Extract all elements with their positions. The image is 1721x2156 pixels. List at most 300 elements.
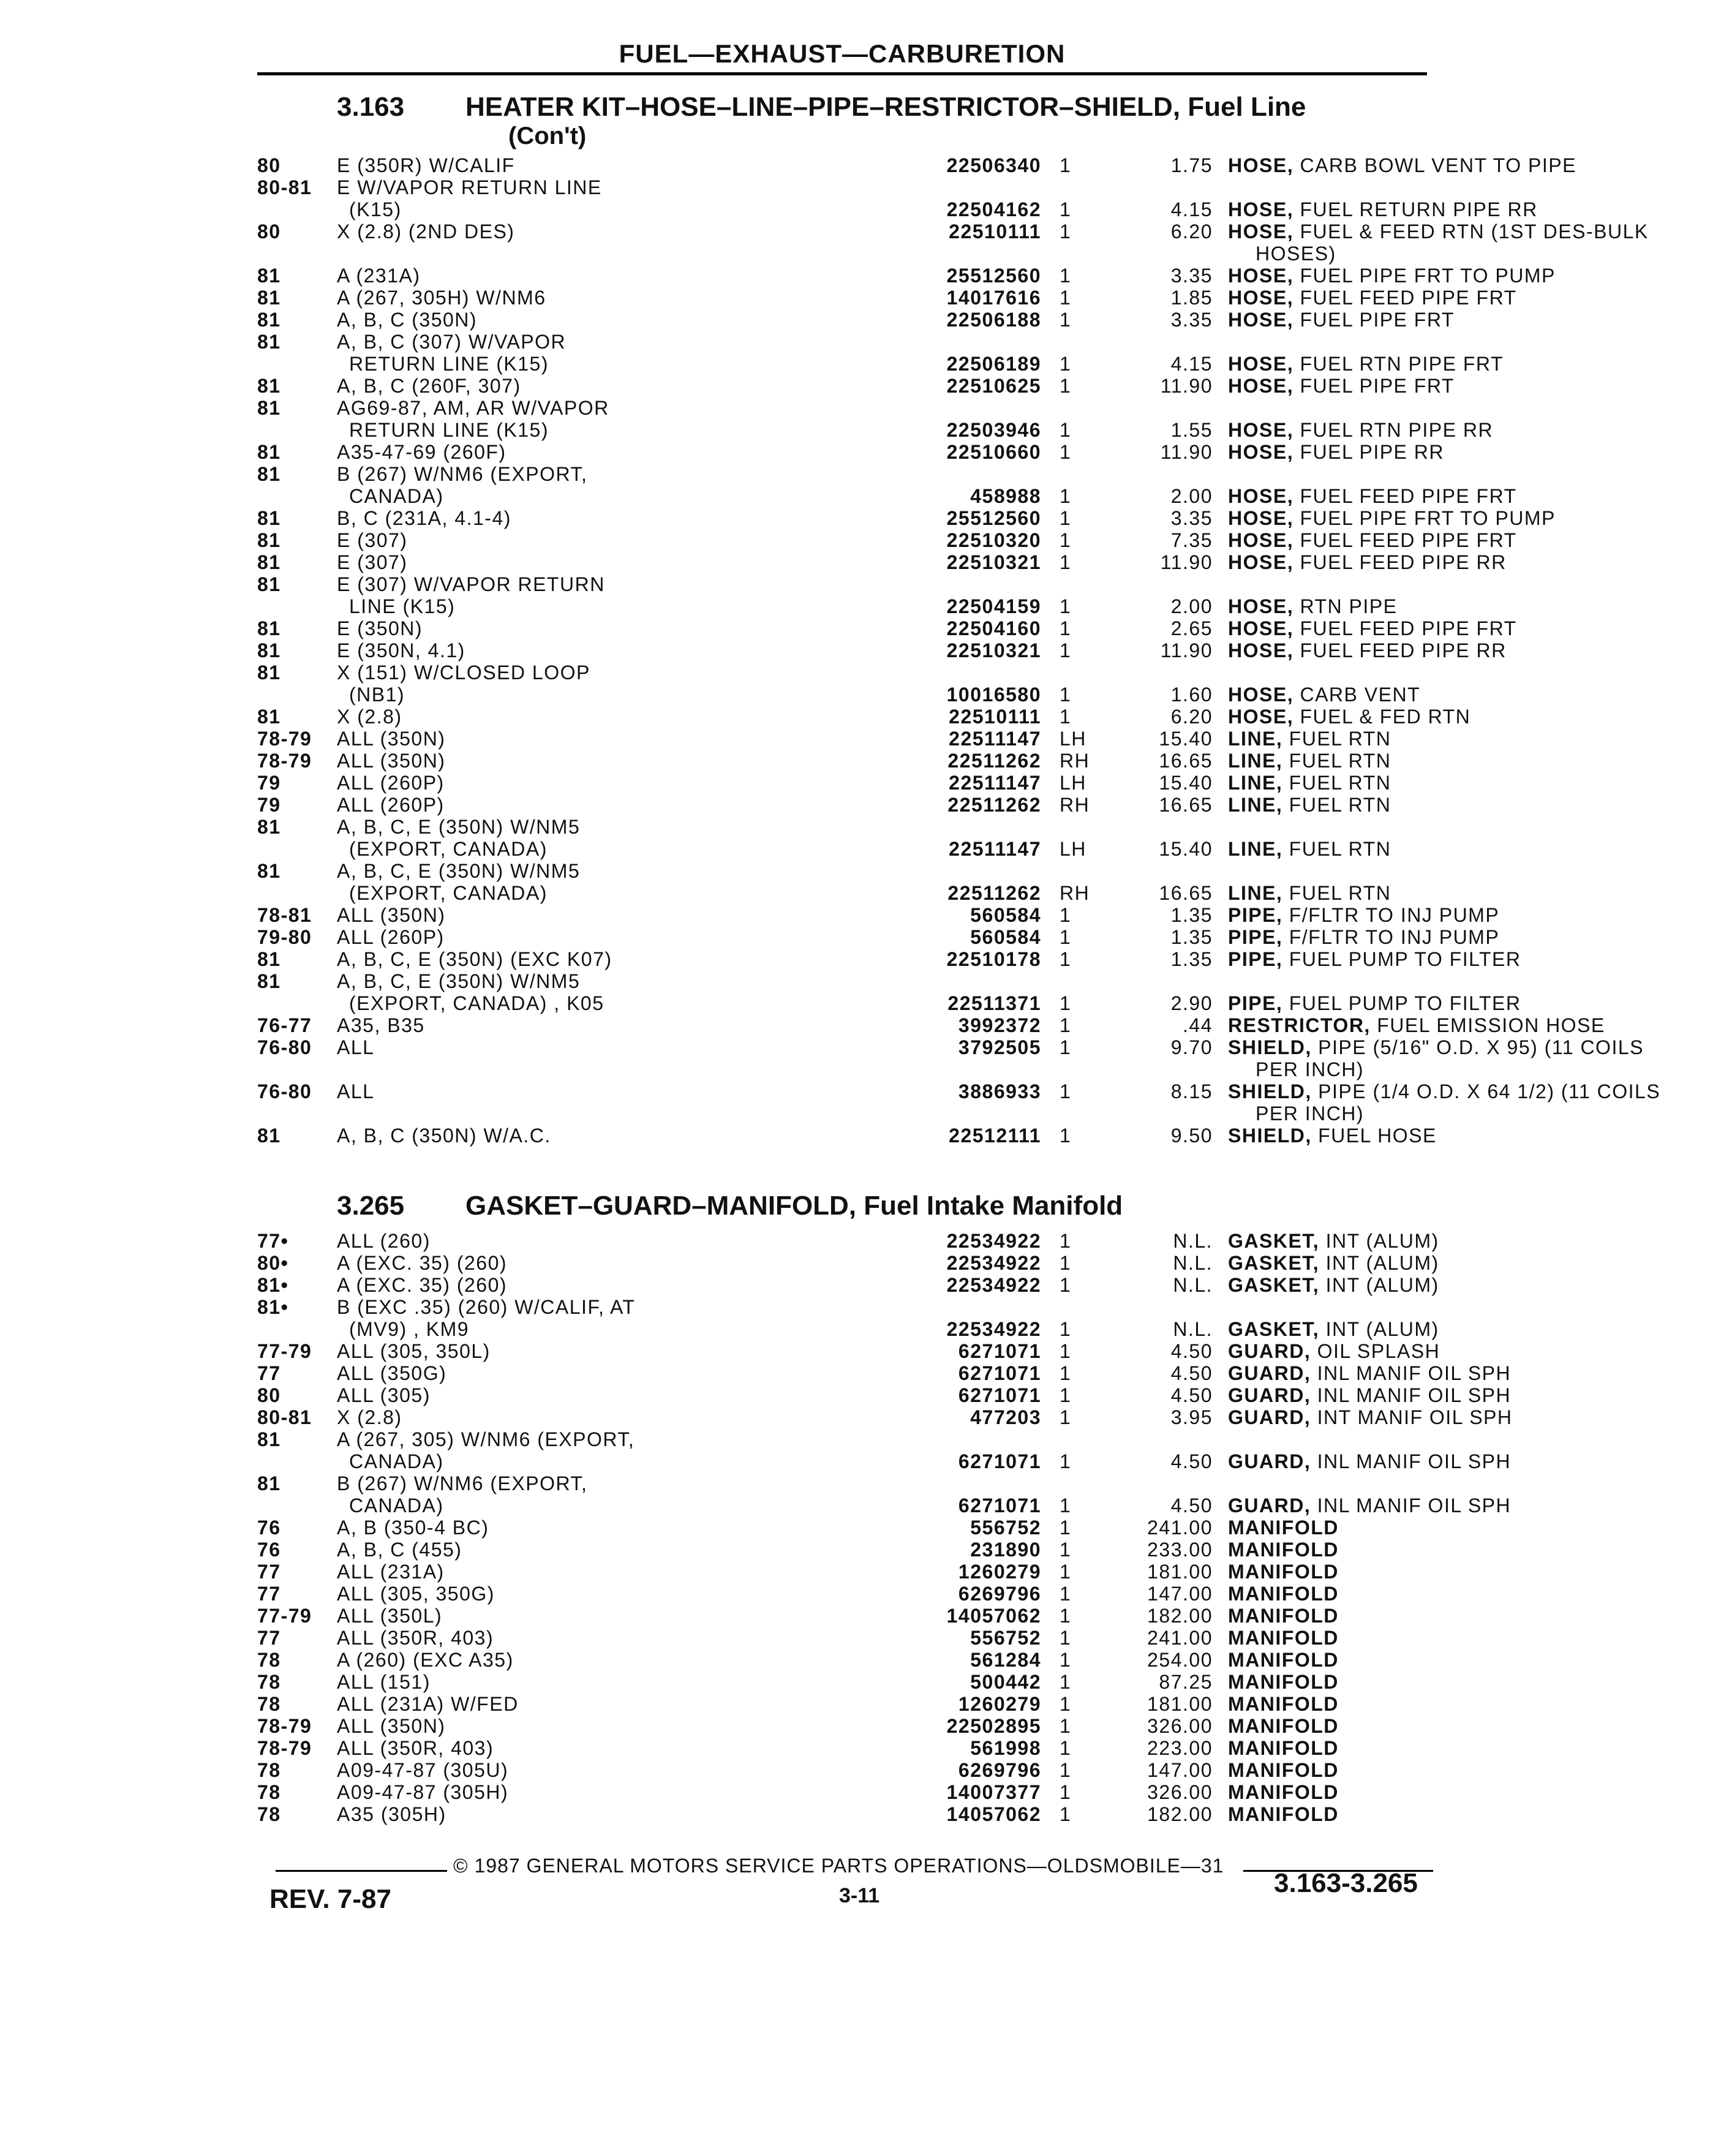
parts-row bbox=[257, 551, 1507, 573]
part-description-text: FUEL RTN PIPE RR bbox=[1300, 419, 1494, 441]
parts-row bbox=[257, 441, 1444, 463]
part-number: 6269796 bbox=[958, 1583, 1041, 1605]
parts-row bbox=[257, 838, 1433, 860]
model-year: 81 bbox=[257, 816, 281, 838]
parts-row bbox=[257, 463, 1433, 485]
quantity: 1 bbox=[1060, 529, 1072, 551]
price: 2.00 bbox=[1170, 485, 1213, 507]
part-number: 231890 bbox=[970, 1539, 1041, 1561]
part-description-text: FUEL FEED PIPE FRT bbox=[1300, 485, 1517, 507]
price: 147.00 bbox=[1147, 1759, 1213, 1781]
part-number: 22511371 bbox=[947, 992, 1041, 1014]
parts-row bbox=[257, 926, 1500, 948]
model-year: 79-80 bbox=[257, 926, 312, 948]
part-description bbox=[1228, 772, 1693, 794]
quantity: 1 bbox=[1060, 1450, 1072, 1472]
model-application: (MV9) , KM9 bbox=[349, 1318, 470, 1340]
part-category: LINE, bbox=[1228, 772, 1283, 794]
quantity: 1 bbox=[1060, 1561, 1072, 1583]
part-number: 561998 bbox=[970, 1737, 1041, 1759]
part-category: HOSE, bbox=[1228, 706, 1294, 728]
part-description-text: FUEL PIPE RR bbox=[1300, 441, 1444, 463]
model-year: 78-79 bbox=[257, 1737, 312, 1759]
price: 7.35 bbox=[1170, 529, 1213, 551]
model-application: E (350R) W/CALIF bbox=[337, 154, 515, 176]
part-description bbox=[1228, 551, 1693, 573]
price: 2.90 bbox=[1170, 992, 1213, 1014]
part-description-text: FUEL PUMP TO FILTER bbox=[1289, 992, 1521, 1014]
part-description bbox=[1228, 1230, 1693, 1252]
model-application: RETURN LINE (K15) bbox=[349, 419, 549, 441]
model-year: 79 bbox=[257, 794, 281, 816]
parts-row bbox=[257, 1450, 1512, 1472]
quantity: 1 bbox=[1060, 706, 1072, 728]
part-description-text: FUEL PIPE FRT TO PUMP bbox=[1300, 265, 1556, 287]
model-application: AG69-87, AM, AR W/VAPOR bbox=[337, 397, 609, 419]
model-year: 81• bbox=[257, 1274, 289, 1296]
part-description-text: PER INCH) bbox=[1256, 1102, 1365, 1125]
model-application: A (267, 305H) W/NM6 bbox=[337, 287, 546, 309]
part-description-text: FUEL & FEED RTN (1ST DES-BULK bbox=[1300, 221, 1649, 243]
quantity: 1 bbox=[1060, 1014, 1072, 1036]
part-category: HOSE, bbox=[1228, 441, 1294, 463]
model-application: ALL (151) bbox=[337, 1671, 431, 1693]
model-year: 76-77 bbox=[257, 1014, 312, 1036]
parts-row bbox=[257, 1583, 1433, 1605]
part-category: HOSE, bbox=[1228, 265, 1294, 287]
part-number: 1260279 bbox=[958, 1561, 1041, 1583]
model-application: E (350N) bbox=[337, 617, 423, 639]
part-description-text: FUEL FEED PIPE RR bbox=[1300, 639, 1507, 662]
quantity: 1 bbox=[1060, 1252, 1072, 1274]
price: N.L. bbox=[1173, 1252, 1213, 1274]
parts-row bbox=[257, 1014, 1605, 1036]
parts-row bbox=[257, 1781, 1433, 1803]
price: 87.25 bbox=[1159, 1671, 1213, 1693]
quantity: 1 bbox=[1060, 904, 1072, 926]
quantity: 1 bbox=[1060, 1803, 1072, 1825]
part-description-text: OIL SPLASH bbox=[1317, 1340, 1440, 1362]
model-application: A, B, C, E (350N) W/NM5 bbox=[337, 860, 581, 882]
part-category: MANIFOLD bbox=[1228, 1693, 1339, 1715]
model-year: 80• bbox=[257, 1252, 289, 1274]
model-application: ALL (350N) bbox=[337, 750, 446, 772]
part-description bbox=[1228, 617, 1693, 639]
quantity: 1 bbox=[1060, 375, 1072, 397]
parts-row bbox=[257, 728, 1433, 750]
price: 241.00 bbox=[1147, 1517, 1213, 1539]
model-application: ALL (350R, 403) bbox=[337, 1737, 494, 1759]
parts-row bbox=[257, 595, 1433, 617]
part-description bbox=[1228, 1252, 1693, 1274]
parts-row bbox=[257, 243, 1433, 265]
part-description bbox=[1228, 375, 1693, 397]
parts-row bbox=[257, 1494, 1512, 1517]
price: .44 bbox=[1183, 1014, 1213, 1036]
model-application: ALL (350L) bbox=[337, 1605, 443, 1627]
parts-row bbox=[257, 1102, 1433, 1125]
section-number: 3.265 bbox=[337, 1191, 405, 1221]
model-application: ALL (260P) bbox=[337, 926, 445, 948]
model-year: 77 bbox=[257, 1583, 281, 1605]
price: 3.35 bbox=[1170, 507, 1213, 529]
parts-row bbox=[257, 860, 1433, 882]
quantity: 1 bbox=[1060, 1494, 1072, 1517]
part-number: 22511147 bbox=[949, 728, 1041, 750]
model-application: A09-47-87 (305U) bbox=[337, 1759, 509, 1781]
quantity: 1 bbox=[1060, 265, 1072, 287]
quantity: 1 bbox=[1060, 948, 1072, 970]
part-number: 3886933 bbox=[958, 1080, 1041, 1102]
part-number: 25512560 bbox=[946, 507, 1041, 529]
model-year: 81 bbox=[257, 573, 281, 595]
price: 4.15 bbox=[1170, 353, 1213, 375]
parts-row bbox=[257, 485, 1517, 507]
model-year: 81 bbox=[257, 331, 281, 353]
model-year: 78-79 bbox=[257, 750, 312, 772]
part-description bbox=[1228, 1125, 1693, 1147]
model-year: 78-81 bbox=[257, 904, 312, 926]
quantity: 1 bbox=[1060, 1759, 1072, 1781]
quantity: LH bbox=[1060, 728, 1086, 750]
model-application: A (260) (EXC A35) bbox=[337, 1649, 514, 1671]
quantity: 1 bbox=[1060, 1671, 1072, 1693]
part-description-text: INL MANIF OIL SPH bbox=[1317, 1494, 1512, 1517]
part-number: 22534922 bbox=[946, 1318, 1041, 1340]
part-description bbox=[1228, 1759, 1693, 1781]
part-number: 22504160 bbox=[946, 617, 1041, 639]
price: 11.90 bbox=[1160, 441, 1213, 463]
quantity: 1 bbox=[1060, 507, 1072, 529]
part-category: HOSE, bbox=[1228, 617, 1294, 639]
model-application: B (267) W/NM6 (EXPORT, bbox=[337, 463, 588, 485]
part-description bbox=[1228, 1384, 1693, 1406]
model-year: 81 bbox=[257, 948, 281, 970]
parts-row bbox=[257, 639, 1507, 662]
quantity: 1 bbox=[1060, 419, 1072, 441]
model-year: 78 bbox=[257, 1649, 281, 1671]
model-application: ALL (305, 350G) bbox=[337, 1583, 495, 1605]
model-year: 81 bbox=[257, 1428, 281, 1450]
part-category: GUARD, bbox=[1228, 1450, 1311, 1472]
price: 3.95 bbox=[1170, 1406, 1213, 1428]
model-application: A, B, C (260F, 307) bbox=[337, 375, 521, 397]
parts-row bbox=[257, 331, 1433, 353]
part-category: HOSE, bbox=[1228, 419, 1294, 441]
part-category: HOSE, bbox=[1228, 221, 1294, 243]
price: 326.00 bbox=[1147, 1781, 1213, 1803]
part-description bbox=[1228, 1014, 1693, 1036]
part-number: 556752 bbox=[970, 1627, 1041, 1649]
part-category: HOSE, bbox=[1228, 684, 1294, 706]
part-description bbox=[1228, 992, 1693, 1014]
price: 6.20 bbox=[1170, 221, 1213, 243]
part-number: 14057062 bbox=[946, 1803, 1041, 1825]
part-number: 14057062 bbox=[946, 1605, 1041, 1627]
price: 181.00 bbox=[1147, 1693, 1213, 1715]
quantity: 1 bbox=[1060, 684, 1072, 706]
parts-row bbox=[257, 176, 1433, 198]
quantity: 1 bbox=[1060, 485, 1072, 507]
part-category: MANIFOLD bbox=[1228, 1605, 1339, 1627]
model-application: ALL bbox=[337, 1036, 375, 1058]
model-year: 81 bbox=[257, 970, 281, 992]
model-application: CANADA) bbox=[349, 1494, 444, 1517]
model-year: 77-79 bbox=[257, 1605, 312, 1627]
model-year: 78 bbox=[257, 1671, 281, 1693]
model-year: 81 bbox=[257, 529, 281, 551]
part-number: 556752 bbox=[970, 1517, 1041, 1539]
model-application: ALL (350R, 403) bbox=[337, 1627, 494, 1649]
model-year: 81• bbox=[257, 1296, 289, 1318]
model-application: B (EXC .35) (260) W/CALIF, AT bbox=[337, 1296, 636, 1318]
price: 16.65 bbox=[1159, 750, 1213, 772]
model-application: ALL (260P) bbox=[337, 794, 445, 816]
price: 1.35 bbox=[1170, 926, 1213, 948]
model-year: 81 bbox=[257, 662, 281, 684]
part-number: 22502895 bbox=[946, 1715, 1041, 1737]
part-category: GUARD, bbox=[1228, 1384, 1311, 1406]
part-description-text: FUEL HOSE bbox=[1318, 1125, 1437, 1147]
part-category: MANIFOLD bbox=[1228, 1561, 1339, 1583]
parts-row bbox=[257, 794, 1433, 816]
quantity: 1 bbox=[1060, 221, 1072, 243]
model-year: 80 bbox=[257, 154, 281, 176]
part-description bbox=[1228, 353, 1693, 375]
part-description-text: FUEL & FED RTN bbox=[1300, 706, 1471, 728]
parts-row bbox=[257, 309, 1455, 331]
model-year: 77 bbox=[257, 1561, 281, 1583]
part-number: 561284 bbox=[970, 1649, 1041, 1671]
model-year: 78-79 bbox=[257, 1715, 312, 1737]
price: 1.35 bbox=[1170, 948, 1213, 970]
part-description-text: INT (ALUM) bbox=[1325, 1274, 1439, 1296]
part-description bbox=[1228, 1274, 1693, 1296]
price: 1.55 bbox=[1170, 419, 1213, 441]
part-description bbox=[1228, 595, 1693, 617]
part-description-text: RTN PIPE bbox=[1300, 595, 1398, 617]
part-category: HOSE, bbox=[1228, 198, 1294, 221]
price: 4.50 bbox=[1170, 1340, 1213, 1362]
part-number: 6269796 bbox=[958, 1759, 1041, 1781]
part-description-text: INL MANIF OIL SPH bbox=[1317, 1450, 1512, 1472]
quantity: LH bbox=[1060, 772, 1086, 794]
part-category: SHIELD, bbox=[1228, 1080, 1312, 1102]
part-description-text: FUEL FEED PIPE FRT bbox=[1300, 529, 1517, 551]
quantity: 1 bbox=[1060, 639, 1072, 662]
part-description bbox=[1228, 529, 1693, 551]
part-description bbox=[1228, 750, 1693, 772]
model-application: E W/VAPOR RETURN LINE bbox=[337, 176, 602, 198]
part-category: HOSE, bbox=[1228, 287, 1294, 309]
quantity: 1 bbox=[1060, 1781, 1072, 1803]
part-description bbox=[1228, 1450, 1693, 1472]
part-category: GASKET, bbox=[1228, 1252, 1320, 1274]
part-description bbox=[1228, 1362, 1693, 1384]
parts-row bbox=[257, 1125, 1437, 1147]
parts-row bbox=[257, 375, 1455, 397]
part-number: 22510321 bbox=[946, 551, 1041, 573]
part-description bbox=[1228, 1561, 1693, 1583]
quantity: 1 bbox=[1060, 926, 1072, 948]
part-number: 22504159 bbox=[946, 595, 1041, 617]
part-description-text: PIPE (5/16" O.D. X 95) (11 COILS bbox=[1318, 1036, 1644, 1058]
model-application: CANADA) bbox=[349, 1450, 444, 1472]
price: 1.75 bbox=[1170, 154, 1213, 176]
part-description bbox=[1228, 419, 1693, 441]
section-subtitle: (Con't) bbox=[508, 123, 587, 149]
parts-row bbox=[257, 1517, 1433, 1539]
model-application: A, B, C, E (350N) (EXC K07) bbox=[337, 948, 612, 970]
model-application: X (2.8) bbox=[337, 706, 402, 728]
quantity: 1 bbox=[1060, 1362, 1072, 1384]
part-description bbox=[1228, 1715, 1693, 1737]
model-application: A, B (350-4 BC) bbox=[337, 1517, 489, 1539]
part-number: 22512111 bbox=[949, 1125, 1041, 1147]
quantity: 1 bbox=[1060, 1406, 1072, 1428]
part-description bbox=[1228, 1036, 1693, 1058]
parts-row bbox=[257, 397, 1433, 419]
parts-row bbox=[257, 1428, 1433, 1450]
price: 2.65 bbox=[1170, 617, 1213, 639]
model-application: A, B, C, E (350N) W/NM5 bbox=[337, 816, 581, 838]
parts-table-3-163 bbox=[257, 154, 1661, 1147]
model-year: 76 bbox=[257, 1539, 281, 1561]
quantity: 1 bbox=[1060, 1036, 1072, 1058]
parts-row bbox=[257, 198, 1538, 221]
part-description bbox=[1228, 485, 1693, 507]
part-number: 14017616 bbox=[946, 287, 1041, 309]
part-description bbox=[1228, 1340, 1693, 1362]
model-year: 81 bbox=[257, 551, 281, 573]
parts-row bbox=[257, 882, 1433, 904]
part-description-text: FUEL FEED PIPE RR bbox=[1300, 551, 1507, 573]
part-number: 6271071 bbox=[958, 1494, 1041, 1517]
model-year: 79 bbox=[257, 772, 281, 794]
part-category: MANIFOLD bbox=[1228, 1759, 1339, 1781]
parts-row bbox=[257, 1472, 1433, 1494]
part-description-text: INL MANIF OIL SPH bbox=[1317, 1362, 1512, 1384]
part-category: MANIFOLD bbox=[1228, 1737, 1339, 1759]
quantity: 1 bbox=[1060, 1649, 1072, 1671]
model-year: 81 bbox=[257, 706, 281, 728]
part-description bbox=[1228, 706, 1693, 728]
model-application: (NB1) bbox=[349, 684, 405, 706]
part-description bbox=[1228, 1583, 1693, 1605]
part-description-text: FUEL PIPE FRT bbox=[1300, 309, 1455, 331]
part-description bbox=[1228, 1080, 1693, 1102]
parts-row bbox=[257, 1080, 1661, 1102]
price: 4.15 bbox=[1170, 198, 1213, 221]
price: 11.90 bbox=[1160, 551, 1213, 573]
quantity: RH bbox=[1060, 882, 1090, 904]
price: 9.70 bbox=[1170, 1036, 1213, 1058]
model-year: 78 bbox=[257, 1759, 281, 1781]
parts-row bbox=[257, 1274, 1439, 1296]
parts-row bbox=[257, 617, 1517, 639]
model-year: 78-79 bbox=[257, 728, 312, 750]
quantity: 1 bbox=[1060, 154, 1072, 176]
model-application: ALL (260) bbox=[337, 1230, 431, 1252]
model-year: 81 bbox=[257, 287, 281, 309]
part-category: MANIFOLD bbox=[1228, 1715, 1339, 1737]
model-application: E (307) bbox=[337, 551, 408, 573]
part-number: 22510660 bbox=[946, 441, 1041, 463]
parts-row bbox=[257, 1036, 1644, 1058]
model-year: 81 bbox=[257, 860, 281, 882]
quantity: 1 bbox=[1060, 1737, 1072, 1759]
part-description bbox=[1228, 794, 1693, 816]
part-number: 22534922 bbox=[946, 1252, 1041, 1274]
part-description-text: FUEL PIPE FRT TO PUMP bbox=[1300, 507, 1556, 529]
part-category: MANIFOLD bbox=[1228, 1583, 1339, 1605]
quantity: 1 bbox=[1060, 441, 1072, 463]
part-description-text: F/FLTR TO INJ PUMP bbox=[1289, 904, 1500, 926]
part-category: LINE, bbox=[1228, 728, 1283, 750]
part-number: 22511262 bbox=[947, 882, 1041, 904]
part-category: MANIFOLD bbox=[1228, 1781, 1339, 1803]
part-description bbox=[1228, 1693, 1693, 1715]
model-application: ALL (350N) bbox=[337, 1715, 446, 1737]
part-category: PIPE, bbox=[1228, 948, 1283, 970]
parts-row bbox=[257, 1715, 1433, 1737]
parts-row bbox=[257, 1539, 1433, 1561]
quantity: 1 bbox=[1060, 198, 1072, 221]
section-heading-3-163 bbox=[263, 92, 1306, 150]
part-description bbox=[1228, 441, 1693, 463]
parts-row bbox=[257, 1406, 1513, 1428]
part-category: HOSE, bbox=[1228, 507, 1294, 529]
part-description-text: CARB BOWL VENT TO PIPE bbox=[1300, 154, 1576, 176]
price: 3.35 bbox=[1170, 265, 1213, 287]
part-category: GASKET, bbox=[1228, 1318, 1320, 1340]
model-year: 76-80 bbox=[257, 1080, 312, 1102]
model-application: CANADA) bbox=[349, 485, 444, 507]
part-number: 22510111 bbox=[949, 221, 1041, 243]
quantity: 1 bbox=[1060, 1605, 1072, 1627]
part-description bbox=[1228, 265, 1693, 287]
part-number: 6271071 bbox=[958, 1450, 1041, 1472]
price: 147.00 bbox=[1147, 1583, 1213, 1605]
parts-row bbox=[257, 970, 1433, 992]
part-description-text: FUEL RTN PIPE FRT bbox=[1300, 353, 1504, 375]
part-number: 22511147 bbox=[949, 772, 1041, 794]
model-application: ALL (350N) bbox=[337, 904, 446, 926]
part-description-text: FUEL FEED PIPE FRT bbox=[1300, 287, 1517, 309]
parts-row bbox=[257, 750, 1433, 772]
model-year: 81 bbox=[257, 309, 281, 331]
part-category: LINE, bbox=[1228, 838, 1283, 860]
part-category: HOSE, bbox=[1228, 529, 1294, 551]
part-description bbox=[1228, 1737, 1693, 1759]
part-category: MANIFOLD bbox=[1228, 1539, 1339, 1561]
model-application: LINE (K15) bbox=[349, 595, 456, 617]
revision-label: REV. 7-87 bbox=[269, 1884, 391, 1914]
parts-row bbox=[257, 287, 1517, 309]
price: 2.00 bbox=[1170, 595, 1213, 617]
part-description bbox=[1228, 1539, 1693, 1561]
part-description bbox=[1228, 1649, 1693, 1671]
part-description bbox=[1228, 221, 1693, 243]
parts-row bbox=[257, 529, 1517, 551]
price: 326.00 bbox=[1147, 1715, 1213, 1737]
quantity: RH bbox=[1060, 794, 1090, 816]
part-description-text: PIPE (1/4 O.D. X 64 1/2) (11 COILS bbox=[1318, 1080, 1661, 1102]
parts-row bbox=[257, 1561, 1433, 1583]
price: 4.50 bbox=[1170, 1450, 1213, 1472]
model-application: ALL bbox=[337, 1080, 375, 1102]
model-year: 81 bbox=[257, 1472, 281, 1494]
